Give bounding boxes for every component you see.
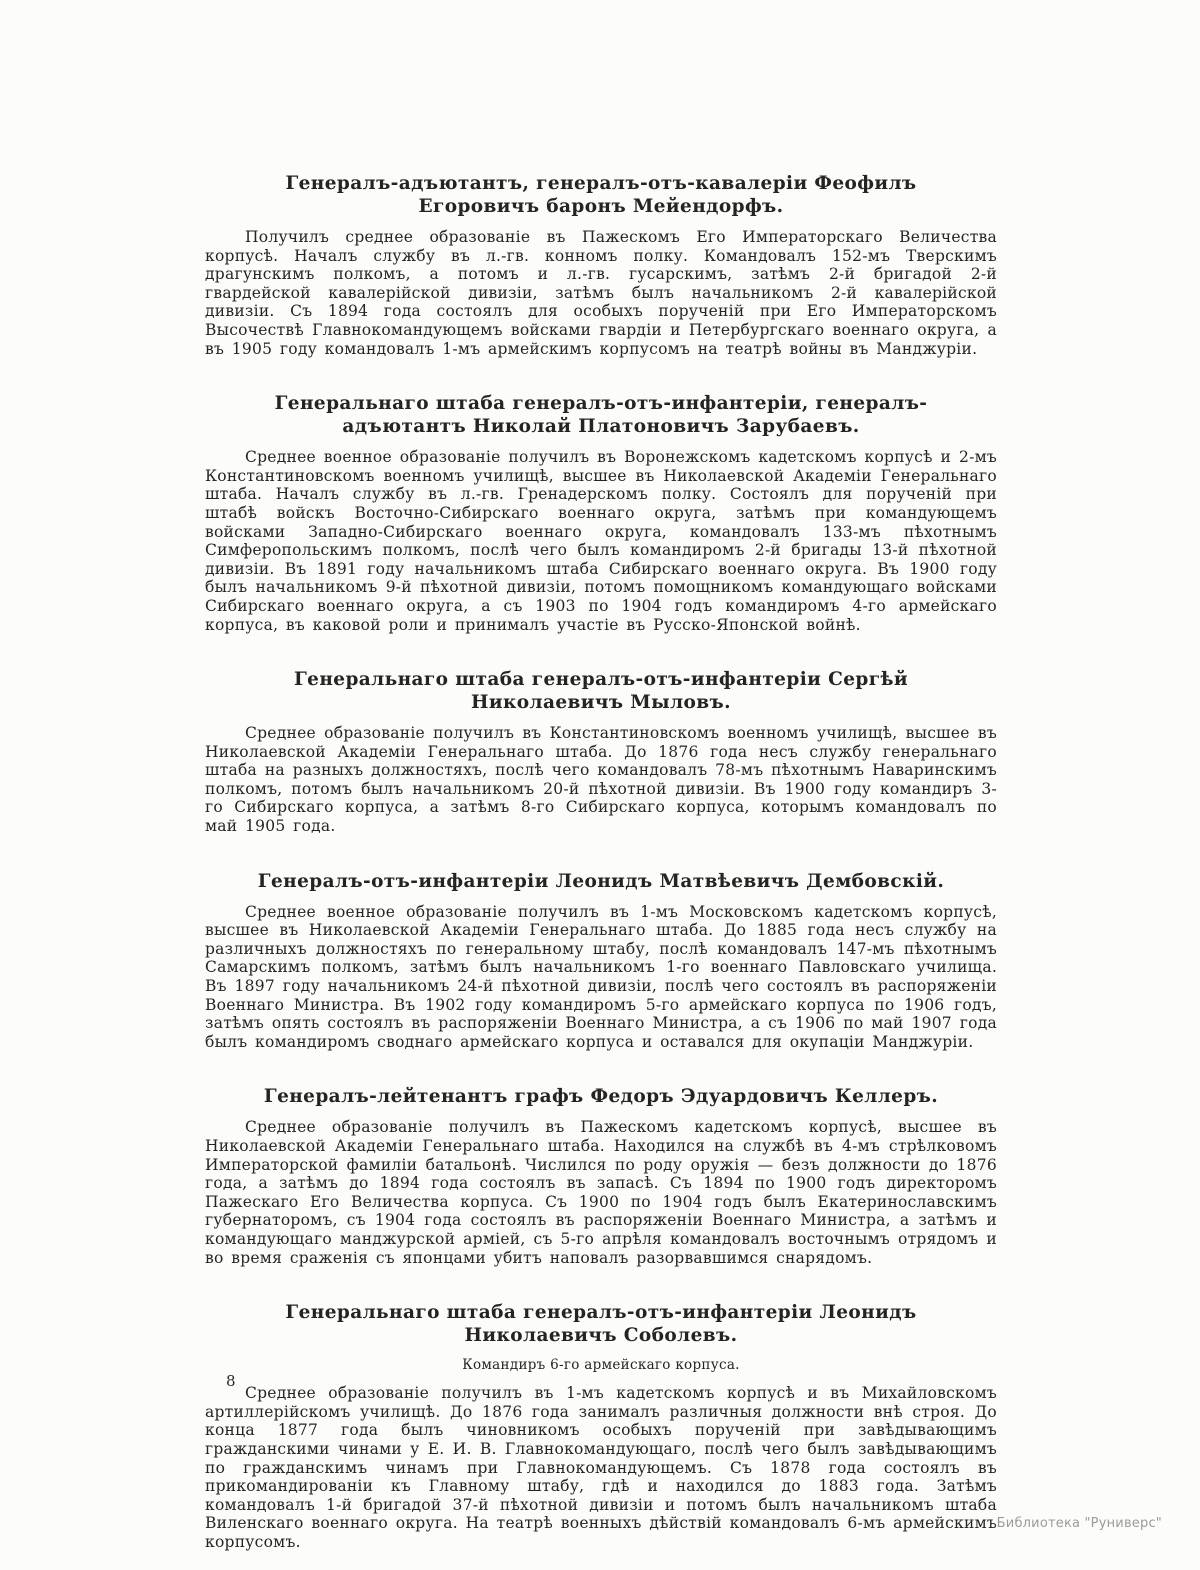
biography-section — [205, 1301, 997, 1551]
biography-section — [205, 392, 997, 634]
library-watermark: Библиотека "Руниверс" — [996, 1516, 1162, 1531]
biography-heading: Генералъ-адъютантъ, генералъ-отъ-кавалеріи Феофилъ Егоровичъ баронъ Мейендорфъ. — [285, 173, 917, 217]
biography-subheading: Командиръ 6-го армейскаго корпуса. — [462, 1357, 740, 1374]
biography-heading: Генералъ-отъ-инфантеріи Леонидъ Матвѣевичъ Дембовскій. — [257, 870, 945, 892]
biography-section — [205, 1085, 997, 1267]
page-number: 8 — [226, 1372, 236, 1390]
biography-heading: Генералъ-лейтенантъ графъ Федоръ Эдуардовичъ Келлеръ. — [263, 1086, 939, 1108]
biography-text: Среднее образованіе получилъ въ Константиновскомъ военномъ училищѣ, высшее въ Николаевской Академіи Генеральнаго штаба. До 1876 года несъ службу генеральнаго штаба на разныхъ должностяхъ, послѣ чего командовалъ 78-мъ пѣхотнымъ Наваринскимъ полкомъ, потомъ былъ начальникомъ 20-й пѣхотной дивизіи. Въ 1900 году командиръ 3-го Сибирскаго корпуса, а затѣмъ 8-го Сибирскаго корпуса, которымъ командовалъ по май 1905 года. — [205, 724, 997, 836]
biography-section — [205, 870, 997, 1052]
biography-heading: Генеральнаго штаба генералъ-отъ-инфантеріи Леонидъ Николаевичъ Соболевъ. — [285, 1302, 917, 1347]
biography-text: Среднее военное образованіе получилъ въ Воронежскомъ кадетскомъ корпусѣ и 2-мъ Константиновскомъ военномъ училищѣ, высшее въ Николаевской Академіи Генеральнаго штаба. Началъ службу въ л.-гв. Гренадерскомъ полку. Состоялъ для порученій при штабѣ войскъ Восточно-Сибирскаго военнаго округа, затѣмъ при командующемъ войсками Западно-Сибирскаго военнаго округа, командовалъ 133-мъ пѣхотнымъ Симферопольскимъ полкомъ, послѣ чего былъ командиромъ 2-й бригады 13-й пѣхотной дивизіи. Въ 1891 году начальникомъ штаба Сибирскаго военнаго округа. Въ 1900 году былъ начальникомъ 9-й пѣхотной дивизіи, потомъ помощникомъ командующаго войсками Сибирскаго военнаго округа, а съ 1903 по 1904 годъ командиромъ 4-го армейскаго корпуса, въ каковой роли и принималъ участіе въ Русско-Японской войнѣ. — [205, 448, 997, 634]
biography-text: Среднее военное образованіе получилъ въ 1-мъ Московскомъ кадетскомъ корпусѣ, высшее въ Николаевской Академіи Генеральнаго штаба. До 1885 года несъ службу на различныхъ должностяхъ по генеральному штабу, послѣ командовалъ 147-мъ пѣхотнымъ Самарскимъ полкомъ, затѣмъ былъ начальникомъ 1-го военнаго Павловскаго училища. Въ 1897 году начальникомъ 24-й пѣхотной дивизіи, послѣ чего состоялъ въ распоряженіи Военнаго Министра. Въ 1902 году командиромъ 5-го армейскаго корпуса по 1906 годъ, затѣмъ опять состоялъ въ распоряженіи Военнаго Министра, а съ 1906 по май 1907 года былъ командиромъ своднаго армейскаго корпуса и оставался для окупаціи Манджуріи. — [205, 902, 997, 1051]
biography-text: Получилъ среднее образованіе въ Пажескомъ Его Императорскаго Величества корпусѣ. Началъ службу въ л.-гв. конномъ полку. Командовалъ 152-мъ Тверскимъ драгунскимъ полкомъ, а потомъ и л.-гв. гусарскимъ, затѣмъ 2-й бригадой 2-й гвардейской кавалерійской дивизіи, затѣмъ былъ начальникомъ 2-й кавалерійской дивизіи. Съ 1894 года состоялъ для особыхъ порученій при Его Императорскомъ Высочествѣ Главнокомандующемъ войсками гвардіи и Петербургскаго военнаго округа, а въ 1905 году командовалъ 1-мъ армейскимъ корпусомъ на театрѣ войны въ Манджуріи. — [205, 228, 997, 358]
biography-text: Среднее образованіе получилъ въ 1-мъ кадетскомъ корпусѣ и въ Михайловскомъ артиллерійскомъ училищѣ. До 1876 года занималъ различныя должности внѣ строя. До конца 1877 года былъ чиновникомъ особыхъ порученій при завѣдывающимъ гражданскими чинами у Е. И. В. Главнокомандующаго, послѣ чего былъ завѣдывающимъ по гражданскимъ чинамъ при Главнокомандующемъ. Съ 1878 года состоялъ въ прикомандированіи къ Главному штабу, гдѣ и находился до 1883 года. Затѣмъ командовалъ 1-й бригадой 37-й пѣхотной дивизіи и потомъ былъ начальникомъ штаба Виленскаго военнаго округа. На театрѣ военныхъ дѣйствій командовалъ 6-мъ армейскимъ корпусомъ. — [205, 1384, 997, 1551]
content-column — [205, 172, 997, 1570]
biography-section — [205, 668, 997, 836]
biography-text: Среднее образованіе получилъ въ Пажескомъ кадетскомъ корпусѣ, высшее въ Николаевской Академіи Генеральнаго штаба. Находился на службѣ въ 4-мъ стрѣлковомъ Императорской фамиліи батальонѣ. Числился по роду оружія — безъ должности до 1876 года, а затѣмъ до 1894 года состоялъ въ запасѣ. Съ 1894 по 1900 годъ директоромъ Пажескаго Его Величества корпуса. Съ 1900 по 1904 годъ былъ Екатеринославскимъ губернаторомъ, съ 1904 года состоялъ въ распоряженіи Военнаго Министра, а затѣмъ и командующаго манджурской арміей, съ 5-го апрѣля командовалъ восточнымъ отрядомъ и во время сраженія съ японцами убитъ наповалъ разорвавшимся снарядомъ. — [205, 1118, 997, 1267]
biography-heading: Генеральнаго штаба генералъ-отъ-инфантеріи, генералъ-адъютантъ Николай Платоновичъ Зарубаевъ. — [274, 393, 928, 438]
biography-heading: Генеральнаго штаба генералъ-отъ-инфантеріи Сергѣй Николаевичъ Мыловъ. — [294, 669, 908, 714]
biography-section — [205, 172, 997, 358]
